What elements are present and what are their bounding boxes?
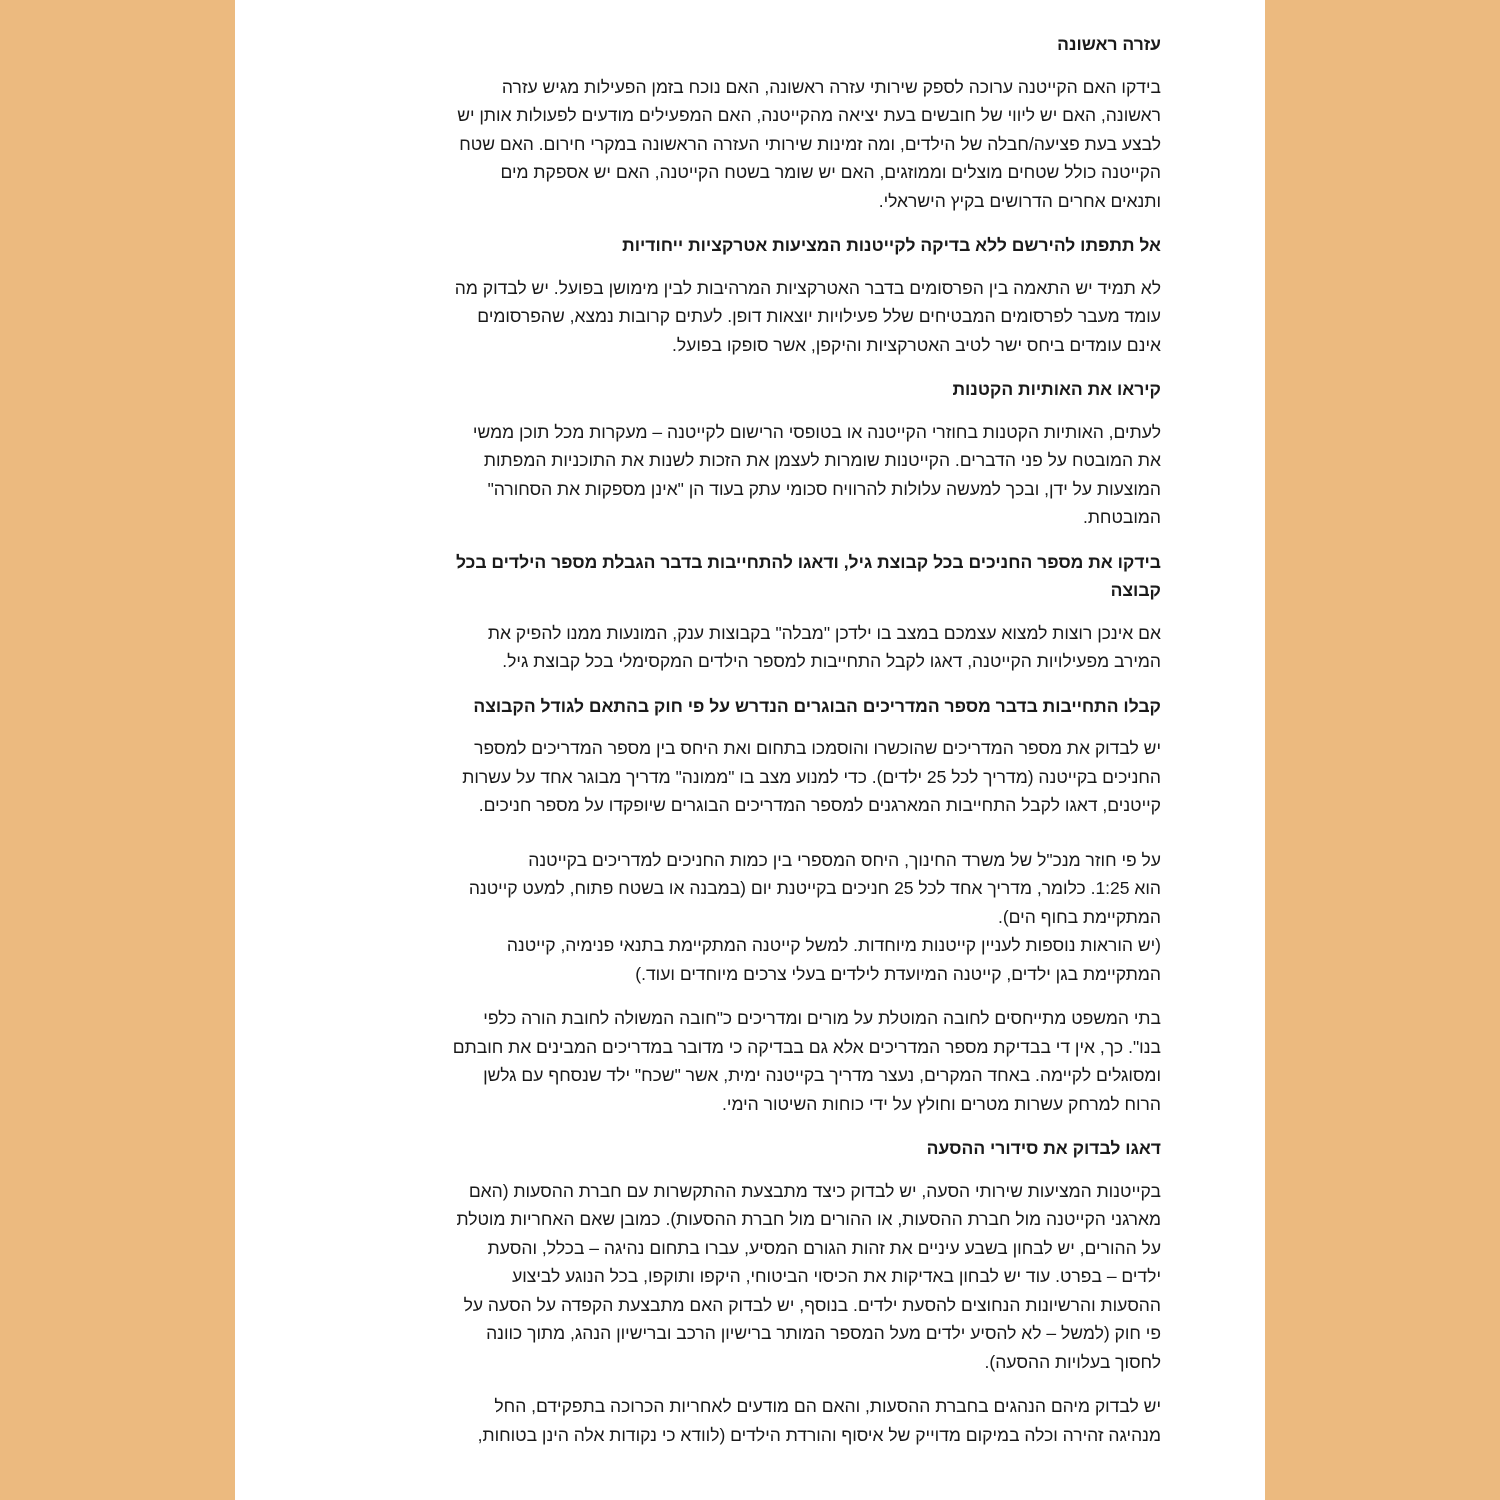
heading-line: דאגו לבדוק את סידורי ההסעה	[926, 1138, 1161, 1158]
paragraph-line: ותנאים אחרים הדרושים בקיץ הישראלי.	[878, 190, 1161, 211]
paragraph-line: בתי המשפט מתייחסים לחובה המוטלת על מורים ומדריכים כ"חובה המשולה לחובת הורה כלפי	[483, 1008, 1161, 1028]
paragraph-line: אינם עומדים ביחס ישר לטיב האטרקציות והיקפן, אשר סופקו בפועל.	[672, 334, 1161, 355]
paragraph-line: המובטחת.	[1082, 507, 1161, 527]
paragraph-line: פי חוק (למשל – לא להסיע ילדים מעל המספר המותר ברישיון הרכב וברישיון הנהג, מתוך כוונה	[486, 1323, 1161, 1343]
paragraph-line: עומד מעבר לפרסומים המבטיחים שלל פעילויות יוצאות דופן. לעתים קרובות נמצא, שהפרסומים	[477, 306, 1161, 326]
paragraph-line: קייטנים, דאגו לקבל התחייבות המארגנים למספר המדריכים הבוגרים שיופקדו על מספר חניכים.	[478, 795, 1161, 815]
paragraph	[325, 1392, 1161, 1449]
paragraph-line: ראשונה, האם יש ליווי של חובשים בעת יציאה מהקייטנה, האם המפעילים מודעים לפעולות אותן יש	[457, 105, 1161, 125]
paragraph-line: מארגני הקייטנה מול חברת ההסעות, או ההורים מול חברת ההסעות). כמובן שאם האחריות מוטלת	[456, 1209, 1161, 1229]
paragraph-line: מנהיגה זהירה וכלה במיקום מדוייק של איסוף והורדת הילדים (לוודא כי נקודות אלה הינן בטוחות,	[477, 1424, 1161, 1445]
paragraph	[325, 846, 1161, 989]
heading-line: בידקו את מספר החניכים בכל קבוצת גיל, ודאגו להתחייבות בדבר הגבלת מספר הילדים בכל	[456, 551, 1161, 572]
section-heading	[325, 548, 1161, 605]
paragraph-line: הוא 1:25. כלומר, מדריך אחד לכל 25 חניכים בקייטנת יום (במבנה או בשטח פתוח, למעט קייטנה	[468, 878, 1161, 898]
heading-line: קיראו את האותיות הקטנות	[952, 379, 1161, 399]
paragraph-line: המירב מפעילויות הקייטנה, דאגו לקבל התחייבות למספר הילדים המקסימלי בכל קבוצת גיל.	[502, 651, 1161, 671]
paragraph-line: בנו". כך, אין די בבדיקת מספר המדריכים אלא גם בבדיקה כי מדובר במדריכים המבינים את חובתם	[452, 1036, 1161, 1057]
paragraph-line: יש לבדוק את מספר המדריכים שהוכשרו והוסמכו בתחום ואת היחס בין מספר המדריכים למספר	[474, 738, 1161, 758]
document-content	[325, 30, 1161, 1465]
section-heading	[325, 231, 1161, 260]
paragraph-line: ומסוגלים לקיימה. באחד המקרים, נעצר מדריך בקייטנה ימית, אשר "שכח" ילד שנסחף עם גלשן	[483, 1065, 1161, 1085]
paragraph-line: אם אינכן רוצות למצוא עצמכם במצב בו ילדכן "מבלה" בקבוצות ענק, המונעות ממנו להפיק את	[487, 622, 1161, 643]
heading-line: קבוצה	[1110, 580, 1161, 600]
heading-line: אל תתפתו להירשם ללא בדיקה לקייטנות המציעות אטרקציות ייחודיות	[622, 235, 1161, 255]
paragraph-line: המוצעות על ידן, ובכך למעשה עלולות להרוויח סכומי עתק בעוד הן "אינן מספקות את הסחורה"	[487, 478, 1161, 499]
paragraph-line: לא תמיד יש התאמה בין הפרסומים בדבר האטרקציות המרהיבות לבין מימושן בפועל. יש לבדוק מה	[454, 277, 1161, 298]
paragraph-line: (יש הוראות נוספות לעניין קייטנות מיוחדות. למשל קייטנה המתקיימת בתנאי פנימיה, קייטנה	[506, 935, 1161, 955]
paragraph	[325, 1177, 1161, 1377]
document-page	[235, 0, 1265, 1500]
paragraph-line: המתקיימת בגן ילדים, קייטנה המיועדת לילדים בעלי צרכים מיוחדים ועוד.)	[635, 963, 1161, 984]
paragraph-line: בקייטנות המציעות שירותי הסעה, יש לבדוק כיצד מתבצעת ההתקשרות עם חברת ההסעות (האם	[468, 1180, 1161, 1201]
heading-line: קבלו התחייבות בדבר מספר המדריכים הבוגרים הנדרש על פי חוק בהתאם לגודל הקבוצה	[473, 695, 1161, 716]
paragraph	[325, 619, 1161, 676]
paragraph	[325, 274, 1161, 360]
paragraph-line: ילדים – בפרט. עוד יש לבחון באדיקות את הכיסוי הביטוחי, היקפו ותוקפו, בכל הנוגע לביצוע	[512, 1266, 1161, 1286]
paragraph-line: המתקיימת בחוף הים).	[997, 906, 1161, 927]
paragraph-line: לבצע בעת פציעה/חבלה של הילדים, ומה זמינות שירותי העזרה הראשונה במקרי חירום. האם שטח	[459, 133, 1161, 154]
paragraph-line: את המובטח על פני הדברים. הקייטנות שומרות לעצמן את הזכות לשנות את התוכניות המפתות	[483, 450, 1161, 470]
paragraph	[325, 73, 1161, 216]
paragraph-line: לעתים, האותיות הקטנות בחוזרי הקייטנה או בטופסי הרישום לקייטנה – מעקרות מכל תוכן ממשי	[472, 421, 1161, 442]
paragraph-line: לחסוך בעלויות ההסעה).	[984, 1351, 1161, 1372]
section-heading	[325, 692, 1161, 721]
section-heading	[325, 1134, 1161, 1163]
section-heading	[325, 375, 1161, 404]
paragraph-line: ההסעות והרשיונות הנחוצים להסעת ילדים. בנוסף, יש לבדוק האם מתבצעת הקפדה על הסעה על	[463, 1294, 1161, 1315]
paragraph-line: הקייטנה כולל שטחים מוצלים וממוזגים, האם יש שומר בשטח הקייטנה, האם יש אספקת מים	[500, 162, 1161, 182]
paragraph-line: על ההורים, יש לבחון בשבע עיניים את זהות הגורם המסיע, עברו בתחום נהיגה – בכלל, והסעת	[487, 1237, 1161, 1258]
paragraph	[325, 734, 1161, 820]
paragraph-line: הרוח למרחק עשרות מטרים וחולץ על ידי כוחות השיטור הימי.	[722, 1093, 1161, 1114]
paragraph	[325, 418, 1161, 532]
paragraph-line: בידקו האם הקייטנה ערוכה לספק שירותי עזרה ראשונה, האם נוכח בזמן הפעילות מגיש עזרה	[501, 76, 1161, 97]
paragraph-line: יש לבדוק מיהם הנהגים בחברת ההסעות, והאם הם מודעים לאחריות הכרוכה בתפקידם, החל	[494, 1396, 1161, 1416]
paragraph	[325, 1004, 1161, 1118]
heading-line: עזרה ראשונה	[1057, 34, 1161, 54]
paragraph-line: החניכים בקייטנה (מדריך לכל 25 ילדים). כדי למנוע מצב בו "ממונה" מדריך מבוגר אחד על עשרות	[462, 766, 1161, 787]
section-heading	[325, 30, 1161, 59]
paragraph-line: על פי חוזר מנכ"ל של משרד החינוך, היחס המספרי בין כמות החניכים למדריכים בקייטנה	[528, 849, 1161, 870]
